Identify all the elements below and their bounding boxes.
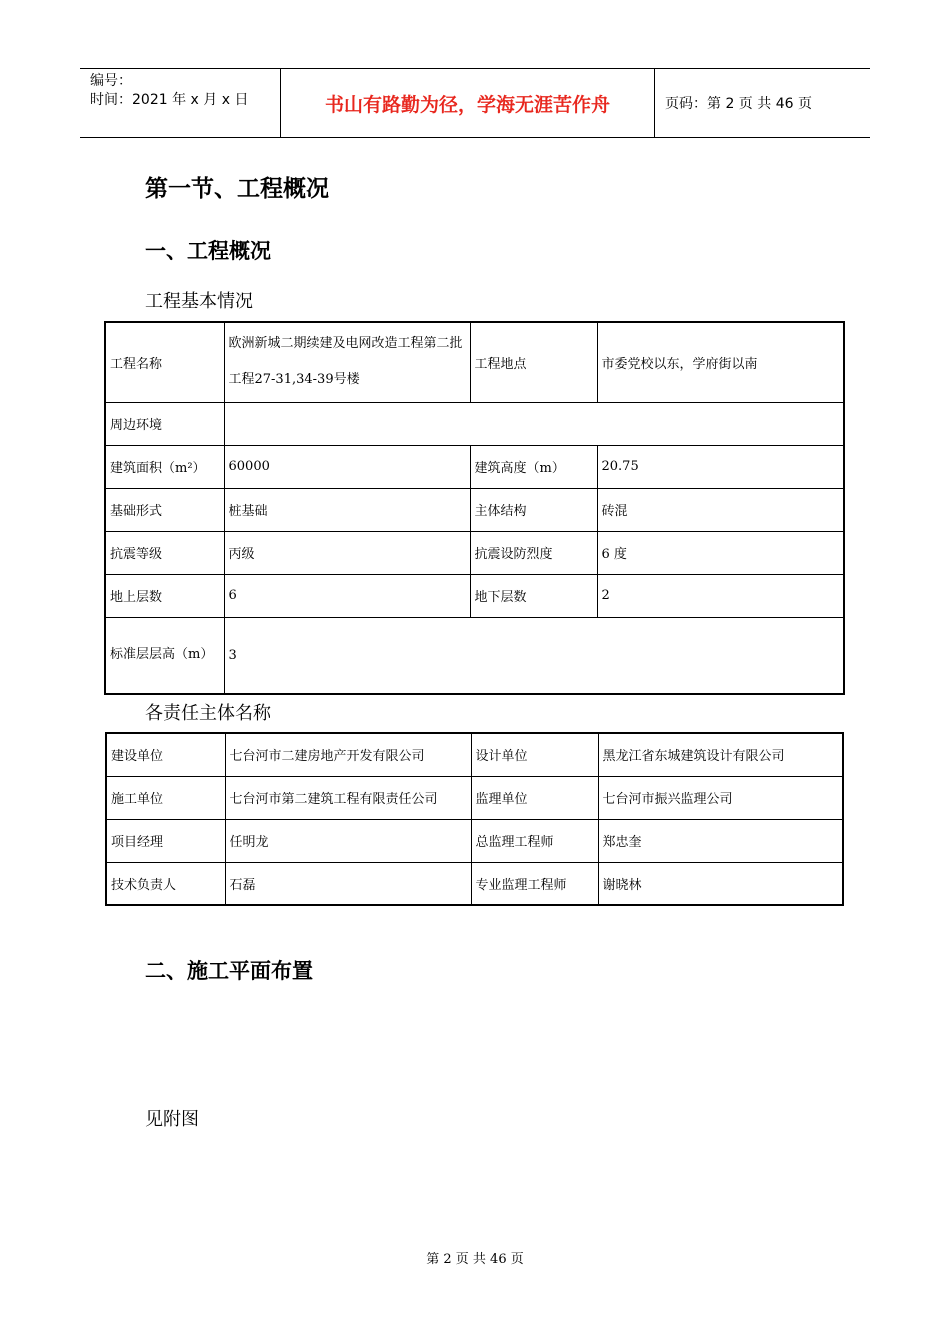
- seismic-grade-label: 抗震等级: [105, 531, 224, 574]
- seismic-intensity-value: 6 度: [597, 531, 844, 574]
- time-label: 时间：2021 年 x 月 x 日: [90, 92, 249, 108]
- height-value: 20.75: [597, 445, 844, 488]
- table-row: [106, 776, 843, 819]
- floors-below-label: 地下层数: [470, 574, 597, 617]
- part1-title: 一、工程概况: [145, 239, 271, 263]
- header-motto: 书山有路勤为径，学海无涯苦作舟: [281, 69, 655, 137]
- section-title: 第一节、工程概况: [145, 176, 329, 202]
- seismic-intensity-label: 抗震设防烈度: [470, 531, 597, 574]
- tech-lead-value: 石磊: [225, 862, 471, 905]
- number-label: 编号：: [90, 73, 132, 89]
- contractor-value: 七台河市第二建筑工程有限责任公司: [225, 776, 471, 819]
- specialist-supervisor-label: 专业监理工程师: [471, 862, 598, 905]
- see-attached: 见附图: [145, 1109, 199, 1130]
- pm-value: 任明龙: [225, 819, 471, 862]
- table-row: [105, 322, 844, 402]
- parties-title: 各责任主体名称: [145, 703, 271, 724]
- designer-value: 黑龙江省东城建筑设计有限公司: [598, 733, 843, 776]
- part2-title: 二、施工平面布置: [145, 959, 313, 983]
- developer-value: 七台河市二建房地产开发有限公司: [225, 733, 471, 776]
- floors-below-value: 2: [597, 574, 844, 617]
- supervisor-label: 监理单位: [471, 776, 598, 819]
- developer-label: 建设单位: [106, 733, 225, 776]
- tech-lead-label: 技术负责人: [106, 862, 225, 905]
- structure-value: 砖混: [597, 488, 844, 531]
- seismic-grade-value: 丙级: [224, 531, 470, 574]
- parties-table: [105, 732, 844, 906]
- table-row: [105, 488, 844, 531]
- location-value: 市委党校以东，学府街以南: [597, 322, 844, 402]
- page-header: [80, 68, 870, 138]
- basic-info-table: [104, 321, 845, 695]
- chief-supervisor-value: 郑忠奎: [598, 819, 843, 862]
- location-label: 工程地点: [470, 322, 597, 402]
- designer-label: 设计单位: [471, 733, 598, 776]
- page-footer: 第 2 页 共 46 页: [426, 1252, 524, 1267]
- surroundings-label: 周边环境: [105, 402, 224, 445]
- contractor-label: 施工单位: [106, 776, 225, 819]
- table-row: [106, 862, 843, 905]
- supervisor-value: 七台河市振兴监理公司: [598, 776, 843, 819]
- area-label: 建筑面积（m²）: [105, 445, 224, 488]
- foundation-label: 基础形式: [105, 488, 224, 531]
- table-row: [105, 617, 844, 694]
- header-meta: [80, 69, 281, 137]
- basic-info-title: 工程基本情况: [145, 291, 253, 312]
- surroundings-value: [224, 402, 844, 445]
- structure-label: 主体结构: [470, 488, 597, 531]
- floors-above-value: 6: [224, 574, 470, 617]
- table-row: [105, 445, 844, 488]
- project-name-label: 工程名称: [105, 322, 224, 402]
- chief-supervisor-label: 总监理工程师: [471, 819, 598, 862]
- header-page-info: 页码：第 2 页 共 46 页: [665, 96, 812, 112]
- table-row: [105, 531, 844, 574]
- floor-height-label: 标准层层高（m）: [105, 617, 224, 694]
- table-row: [106, 819, 843, 862]
- floors-above-label: 地上层数: [105, 574, 224, 617]
- table-row: [105, 402, 844, 445]
- table-row: [105, 574, 844, 617]
- specialist-supervisor-value: 谢晓林: [598, 862, 843, 905]
- height-label: 建筑高度（m）: [470, 445, 597, 488]
- table-row: [106, 733, 843, 776]
- area-value: 60000: [224, 445, 470, 488]
- pm-label: 项目经理: [106, 819, 225, 862]
- floor-height-value: 3: [224, 617, 844, 694]
- project-name-value: 欧洲新城二期续建及电网改造工程第二批工程27-31,34-39号楼: [224, 322, 470, 402]
- foundation-value: 桩基础: [224, 488, 470, 531]
